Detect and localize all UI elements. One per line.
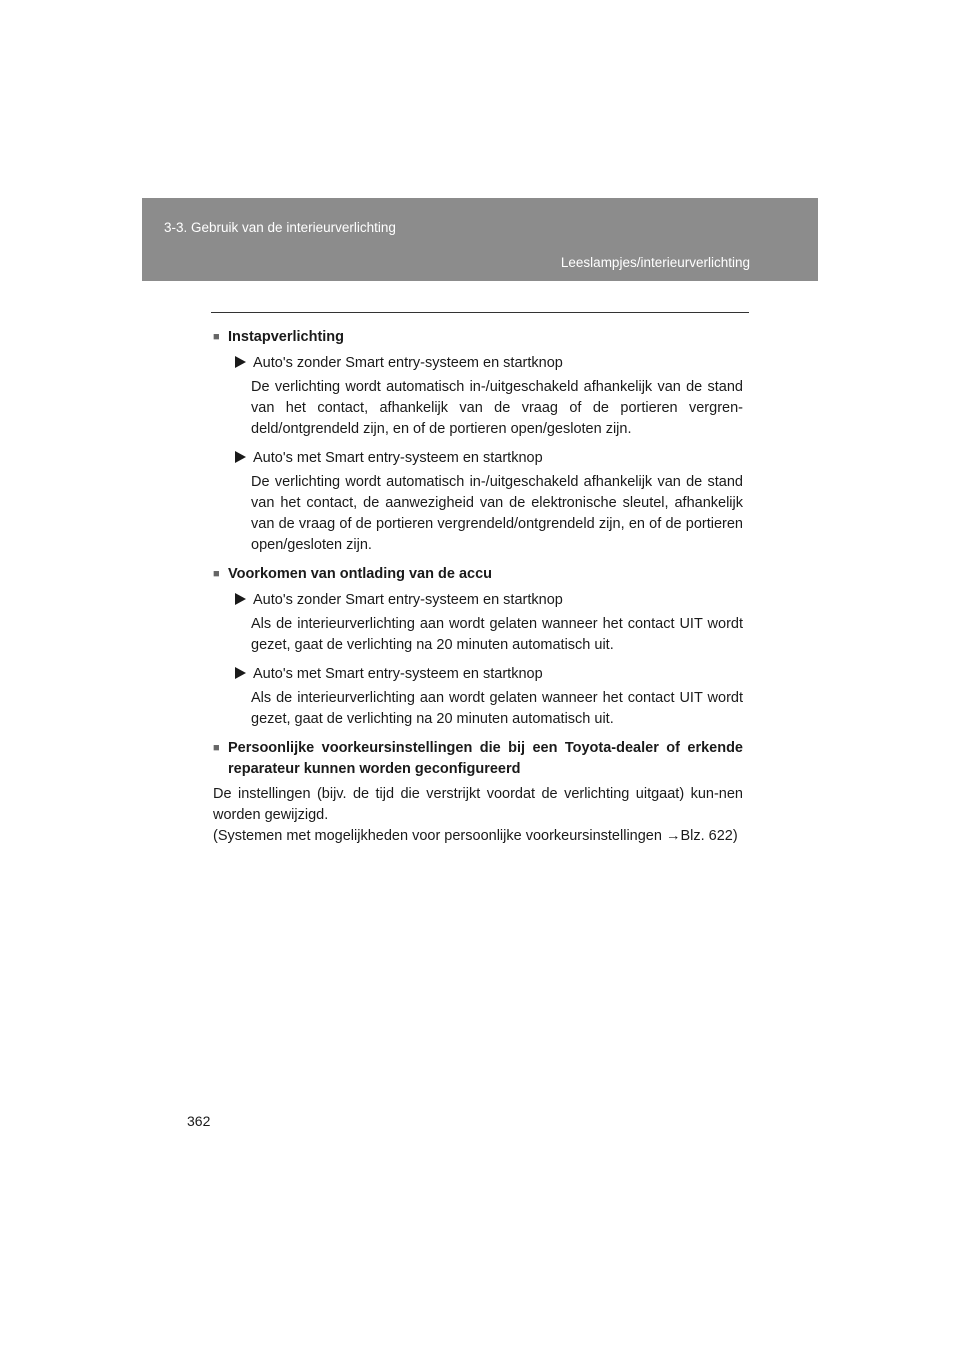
item-text: Als de interieurverlichting aan wordt gelaten wanneer het contact UIT wordt gezet, gaat de verlichting na 20 minuten automatisch uit.: [251, 616, 743, 653]
section-voorkeursinstellingen: [213, 738, 743, 847]
content: [213, 327, 743, 849]
triangle-right-icon: [235, 593, 246, 605]
section-heading: Persoonlijke voorkeursinstellingen die bij een Toyota-dealer of erkende reparateur kunnen worden geconfigureerd: [228, 740, 743, 777]
section-heading: Instapverlichting: [228, 329, 345, 345]
section-title: 3-3. Gebruik van de interieurverlichting: [164, 220, 396, 235]
square-bullet-icon: [213, 327, 228, 349]
header-band: [142, 198, 818, 281]
paragraph-reference: (Systemen met mogelijkheden voor persoonlijke voorkeursinstellingen →Blz. 622): [213, 828, 738, 844]
section-heading: Voorkomen van ontlading van de accu: [228, 566, 493, 582]
item-text: Als de interieurverlichting aan wordt gelaten wanneer het contact UIT wordt gezet, gaat de verlichting na 20 minuten automatisch uit.: [251, 690, 743, 727]
item-label: Auto's zonder Smart entry-systeem en startknop: [253, 355, 563, 371]
paragraph: De instellingen (bijv. de tijd die verstrijkt voordat de verlichting uitgaat) kun-nen worden gewijzigd.: [213, 786, 743, 823]
triangle-right-icon: [235, 667, 246, 679]
section-instapverlichting: [213, 327, 743, 556]
divider: [211, 312, 749, 313]
item-text: De verlichting wordt automatisch in-/uitgeschakeld afhankelijk van de stand van het contact, de aanwezigheid van de elektronische sleutel, afhankelijk van de vraag of de portieren vergrendeld/ontgrendeld zijn, en of de portieren open/gesloten zijn.: [251, 474, 743, 553]
square-bullet-icon: [213, 564, 228, 586]
page-subtitle: Leeslampjes/interieurverlichting: [560, 255, 750, 270]
item-text: De verlichting wordt automatisch in-/uitgeschakeld afhankelijk van de stand van het contact, afhankelijk van de vraag of de portieren vergren-deld/ontgrendeld zijn, en of de portieren open/gesloten zijn.: [251, 379, 743, 437]
item-label: Auto's zonder Smart entry-systeem en startknop: [253, 592, 563, 608]
section-accu: [213, 564, 743, 730]
triangle-right-icon: [235, 356, 246, 368]
item-label: Auto's met Smart entry-systeem en startknop: [253, 450, 543, 466]
page-number: 362: [187, 1113, 211, 1129]
square-bullet-icon: [213, 738, 228, 780]
triangle-right-icon: [235, 451, 246, 463]
item-label: Auto's met Smart entry-systeem en startknop: [253, 666, 543, 682]
